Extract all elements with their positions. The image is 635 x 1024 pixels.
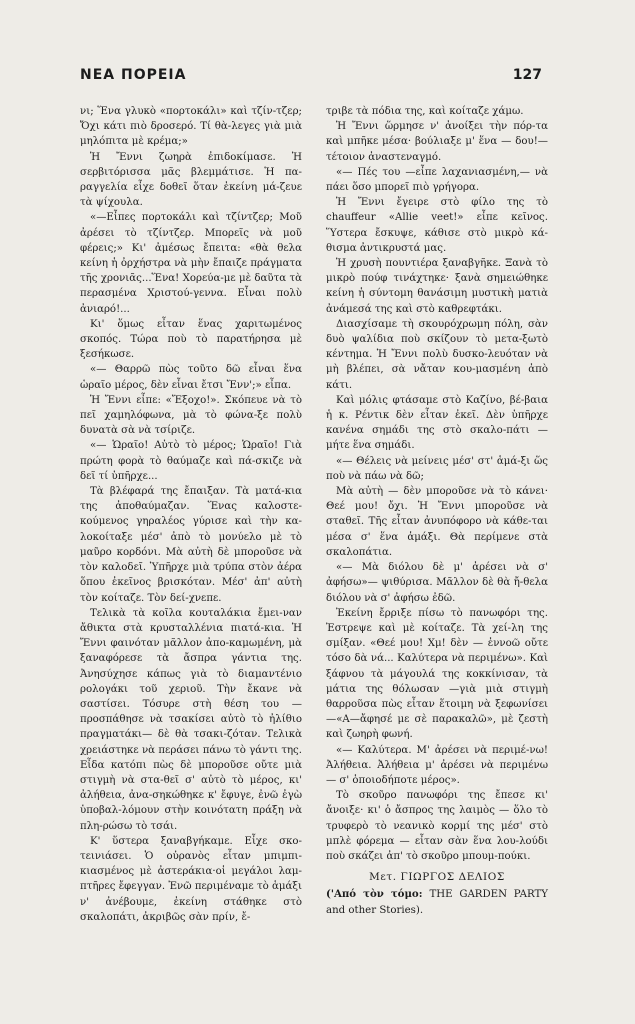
paragraph: «— Μὰ διόλου δὲ μ' ἀρέσει νὰ σ' ἀφήσω»— ψιθύρισα. Μᾶλλον δὲ θὰ ἤ-θελα διόλου νὰ σ' ἀφήσω ἐδῶ.: [326, 562, 548, 604]
translator-signature: Μετ. ΓΙΩΡΓΟΣ ΔΕΛΙΟΣ: [369, 871, 505, 884]
paragraph: «— Πές του —εἶπε λαχανιασμένη,— νὰ πάει ὅσο μπορεῖ πιὸ γρήγορα.: [326, 166, 548, 194]
paragraph: Ἡ Ἔννι ὥρμησε ν' ἀνοίξει τὴν πόρ-τα καὶ μπῆκε μέσα· βούλιαξε μ' ἕνα — δου!— τέτοιον ἀναστεναγμό.: [326, 121, 548, 163]
paragraph: Ἡ Ἔννι εἶπε: «Ἔξοχο!». Σκόπευε νὰ τὸ πεῖ χαμηλόφωνα, μὰ τὸ φώνα-ξε πολὺ δυνατὰ σὰ νὰ τσίριζε.: [80, 394, 302, 437]
paragraph: Ἐκείνη ἔρριξε πίσω τὸ πανωφόρι της. Ἐστρεψε καὶ μὲ κοίταζε. Τὰ χεί-λη της σμίξαν. «Θεέ μου! Χμ! δὲν — ἐννοῶ οὔτε τόσο δὰ νά... Καλύτερα νὰ περιμένω». Καὶ ξάφνου τὰ μάγουλά της κοκκίνισαν, τὰ μάτια της θόλωσαν —γιὰ μιὰ στιγμὴ θαρροῦσα πὼς εἶταν ἕτοιμη νὰ ξεφωνίσει —«Α—ἄφησέ με σὲ παρακαλῶ», μὲ ζεστὴ καὶ ζωηρὴ φωνή.: [326, 607, 548, 741]
paragraph: Τὰ βλέφαρά της ἔπαιξαν. Τὰ ματά-κια της ἀποθαύμαζαν. Ἕνας καλοστε-κούμενος γηραλέος γύρισε καὶ τὴν κα-λοκοίταξε μέσ' ἀπὸ τὸ μονύελο μὲ τὸ μαῦρο κορδόνι. Μὰ αὐτὴ δὲ μποροῦσε νὰ τὸν καλοδεῖ. Ὑπῆρχε μιὰ τρύπα στὸν ἀέρα ὅπου ἐκεῖνος βρισκόταν. Μέσ' ἀπ' αὐτὴ τὸν κοίταζε. Τὸν δεί-χνεπε.: [80, 486, 302, 604]
journal-title: ΝΕΑ ΠΟΡΕΙΑ: [80, 67, 187, 83]
paragraph: Τὸ σκοῦρο πανωφόρι της ἔπεσε κι' ἄνοιξε· κι' ὁ ἄσπρος της λαιμὸς — ὅλο τὸ τρυφερὸ τὸ νεανικὸ κορμί της μέσ' στὸ μπλὲ φόρεμα — εἶταν σὰν ἕνα λου-λούδι ποὺ σκάζει ἀπ' τὸ σκοῦρο μπουμ-πούκι.: [326, 790, 548, 862]
paragraph: Ἡ Ἔννι ἔγειρε στὸ φίλο της τὸ chauffeur «Allie veet!» εἶπε κεῖνος. Ὕστερα ἔσκυψε, κάθισε στὸ μικρὸ κά-θισμα ἀντικρυστά μας.: [326, 197, 548, 254]
paragraph: «—Εἶπες πορτοκάλι καὶ τζίντζερ; Μοῦ ἀρέσει τὸ τζίντζερ. Μπορεῖς νὰ μοῦ φέρεις;» Κι' ἀμέσως ἔπειτα: «θὰ θελα κείνη ἡ ὀρχήστρα νὰ μὴν ἔπαιζε πράγματα τῆς χρονιᾶς...Ἕνα! Χορεύα-με μὲ δαῦτα τὰ περασμένα Χριστού-γεννα. Εἶναι πολὺ ἀνιαρό!...: [80, 212, 302, 315]
source-prefix: ('Από τὸν τόμο:: [326, 888, 430, 901]
paragraph: Τελικὰ τὰ κοῖλα κουταλάκια ἔμει-ναν ἄθικτα στὰ κρυσταλλένια πιατά-κια. Ἡ Ἔννι φαινόταν μᾶλλον ἀπο-καμωμένη, μὰ ξαναφόρεσε τὰ ἄσπρα γάντια της. Ἀνησύχησε κάπως γιὰ τὸ διαμαντένιο ρολογάκι τοῦ χεριοῦ. Τὴν ἔκανε νὰ σαστίσει. Τόσυρε στὴ θέση του —προσπάθησε νὰ τσακίσει αὐτὸ τὸ ἠλίθιο πραγματάκι— δὲ θὰ τσακι-ζόταν. Τελικὰ χρειάστηκε νὰ περάσει πάνω τὸ γάντι της. Εἶδα κατόπι πὼς δὲ μποροῦσε οὔτε μιὰ στιγμὴ νὰ στα-θεῖ σ' αὐτὸ τὸ μέρος, κι' ἀλήθεια, ἀνα-σηκώθηκε κ' ἔφυγε, ἐνῶ ἐγὼ ὑποβαλ-λόμουν στὴν κοινότατη πράξη νὰ πλη-ρώσω τὸ τσάι.: [80, 607, 302, 832]
paragraph: «— Καλύτερα. Μ' ἀρέσει νὰ περιμέ-νω! Ἀλήθεια. Ἀλήθεια μ' ἀρέσει νὰ περιμένω — σ' ὁποιοδήποτε μέρος».: [326, 744, 548, 786]
right-column: [326, 104, 548, 918]
left-column: [80, 104, 302, 925]
source-title: THE GARDEN PARTY and other Stories).: [326, 889, 548, 916]
right-column-paragraphs: [326, 104, 548, 864]
paragraph: Διασχίσαμε τὴ σκουρόχρωμη πόλη, σὰν δυὸ ψαλίδια ποὺ σκίζουν τὸ μετα-ξωτὸ κέντημα. Ἡ Ἔννι πολὺ δυσκο-λευόταν νὰ μὴ βλέπει, σὰ νἄταν κου-μασμένη ἀπὸ κάτι.: [326, 318, 548, 391]
paragraph: Κ' ὕστερα ξαναβγήκαμε. Εἶχε σκο-τεινιάσει. Ὁ οὐρανὸς εἶταν μπιμπι-κιασμένος μὲ ἀστεράκια·οἱ μεγάλοι λαμ-πτῆρες ἔφεγγαν. Ἐνῶ περιμέναμε τὸ ἁμάξι ν' ἀνέβουμε, ἐκείνη στάθηκε στὸ σκαλοπάτι, ἀκριβῶς σὰν πρίν, ἔ-: [80, 835, 302, 923]
source-note: [326, 887, 548, 917]
paragraph: «— Ὡραῖο! Αὐτὸ τὸ μέρος; Ὡραῖο! Γιὰ πρώτη φορὰ τὸ θαύμαζε καὶ πά-σκιζε νὰ δεῖ τί ὑπῆρχε...: [80, 440, 302, 482]
paragraph: Καὶ μόλις φτάσαμε στὸ Καζίνο, βέ-βαια ἡ κ. Ρέντικ δὲν εἶταν ἐκεῖ. Δὲν ὑπῆρχε κανένα σημάδι της στὸ σκαλο-πάτι — μήτε ἕνα σημάδι.: [326, 394, 548, 452]
paragraph: Κι' ὅμως εἶταν ἕνας χαριτωμένος σκοπός. Τώρα ποὺ τὸ παρατήρησα μὲ ξεσήκωσε.: [80, 318, 302, 361]
paragraph: Μὰ αὐτὴ — δὲν μποροῦσε νὰ τὸ κάνει· Θεέ μου! ὄχι. Ἡ Ἔννι μποροῦσε νὰ σταθεῖ. Τῆς εἶταν ἀνυπόφορο νὰ κάθε-ται μέσα σ' ἕνα ἁμάξι. Θὰ περίμενε στὰ σκαλοπάτια.: [326, 486, 548, 558]
paragraph: τριβε τὰ πόδια της, καὶ κοίταζε χάμω.: [326, 106, 524, 117]
paragraph: «— Θέλεις νὰ μείνεις μέσ' στ' ἁμά-ξι ὥς ποὺ νὰ πάω νὰ δῶ;: [326, 455, 548, 482]
page-header: [80, 67, 542, 89]
paragraph: «— Θαρρῶ πὼς τοῦτο δῶ εἶναι ἕνα ὡραῖο μέρος, δὲν εἶναι ἔτσι Ἔνν';» εἶπα.: [80, 364, 302, 391]
paragraph: νι; Ἕνα γλυκὸ «πορτοκάλι» καὶ τζίν-τζερ; Ὄχι κάτι πιὸ δροσερό. Τί θὰ-λεγες γιὰ μιὰ μηλόπιτα μὲ κρέμα;»: [80, 106, 302, 148]
paragraph: Ἡ Ἔννι ζωηρὰ ἐπιδοκίμασε. Ἡ σερβιτόρισσα μᾶς βλεμμάτισε. Ἡ πα-ραγγελία εἶχε δοθεῖ ὅταν ἐκείνη μά-ζευε τὰ ψίχουλα.: [80, 151, 302, 209]
page-number: 127: [512, 67, 542, 83]
paragraph: Ἡ χρυσὴ πουντιέρα ξαναβγῆκε. Ξανὰ τὸ μικρὸ πούφ τινάχτηκε· ξανὰ σημειώθηκε κείνη ἡ σύντομη θανάσιμη μυστικὴ ματιὰ ἀνάμεσά της καὶ στὸ καθρεφτάκι.: [326, 258, 548, 315]
